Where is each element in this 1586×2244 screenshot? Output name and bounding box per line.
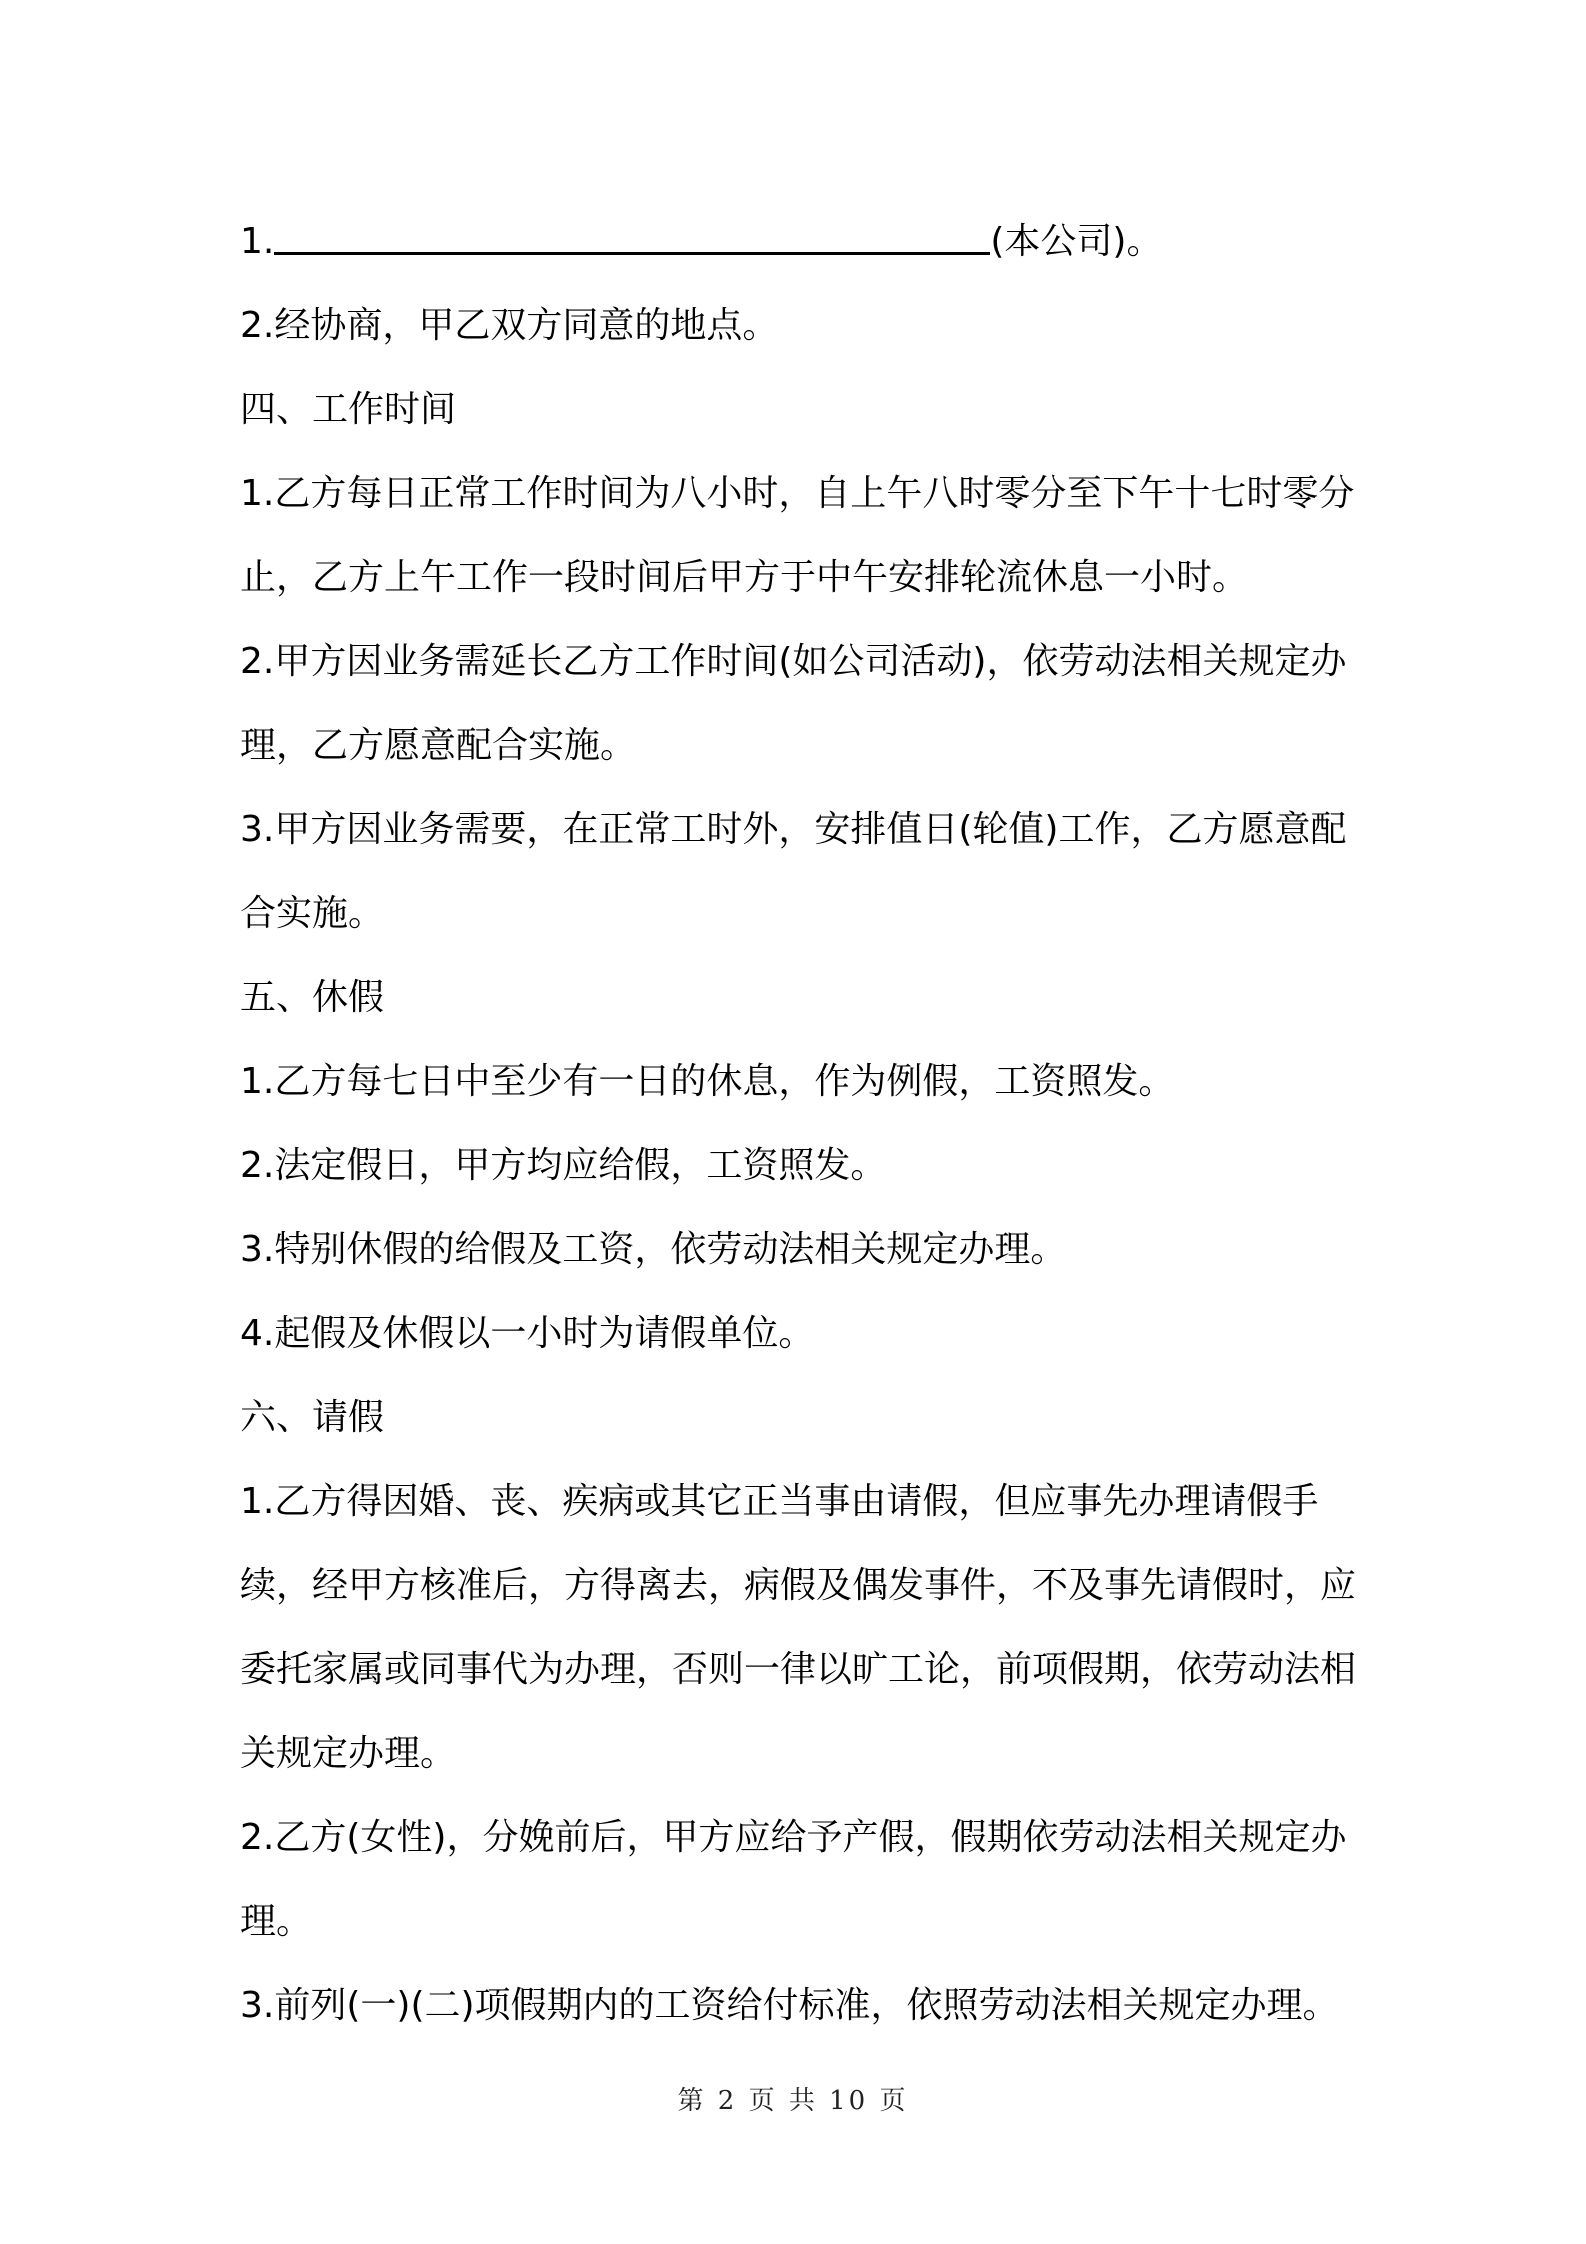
section-heading: 五、休假 [240,977,385,1018]
clause-item: 1.乙方每日正常工作时间为八小时，自上午八时零分至下午十七时零分止，乙方上午工作一段时间后甲方于中午安排轮流休息一小时。 [240,473,1355,598]
clause-number: 1. [240,221,275,262]
clause-item: 1.乙方每七日中至少有一日的休息，作为例假，工资照发。 [240,1061,1175,1102]
clause-text: (本公司)。 [990,221,1163,262]
section-heading: 六、请假 [240,1397,385,1438]
section-heading: 四、工作时间 [240,389,457,430]
page-number-footer: 第 2 页 共 10 页 [677,2086,909,2116]
clause-item: 2.乙方(女性)，分娩前后，甲方应给予产假，假期依劳动法相关规定办理。 [240,1817,1347,1942]
clause-item: 1.乙方得因婚、丧、疾病或其它正当事由请假，但应事先办理请假手续，经甲方核准后，方得离去，病假及偶发事件，不及事先请假时，应委托家属或同事代为办理，否则一律以旷工论，前项假期，依劳动法相关规定办理。 [240,1481,1357,1774]
clause-item [240,200,1360,284]
clause-item: 2.甲方因业务需延长乙方工作时间(如公司活动)，依劳动法相关规定办理，乙方愿意配合实施。 [240,641,1347,766]
clause-item: 2.法定假日，甲方均应给假，工资照发。 [240,1145,887,1186]
clause-item: 3.前列(一)(二)项假期内的工资给付标准，依照劳动法相关规定办理。 [240,1985,1339,2026]
document-body [240,200,1360,2048]
fill-in-blank-line [274,216,990,255]
clause-item: 2.经协商，甲乙双方同意的地点。 [240,305,779,346]
clause-item: 3.甲方因业务需要，在正常工时外，安排值日(轮值)工作，乙方愿意配合实施。 [240,809,1347,934]
clause-item: 3.特别休假的给假及工资，依劳动法相关规定办理。 [240,1229,1067,1270]
clause-item: 4.起假及休假以一小时为请假单位。 [240,1313,815,1354]
